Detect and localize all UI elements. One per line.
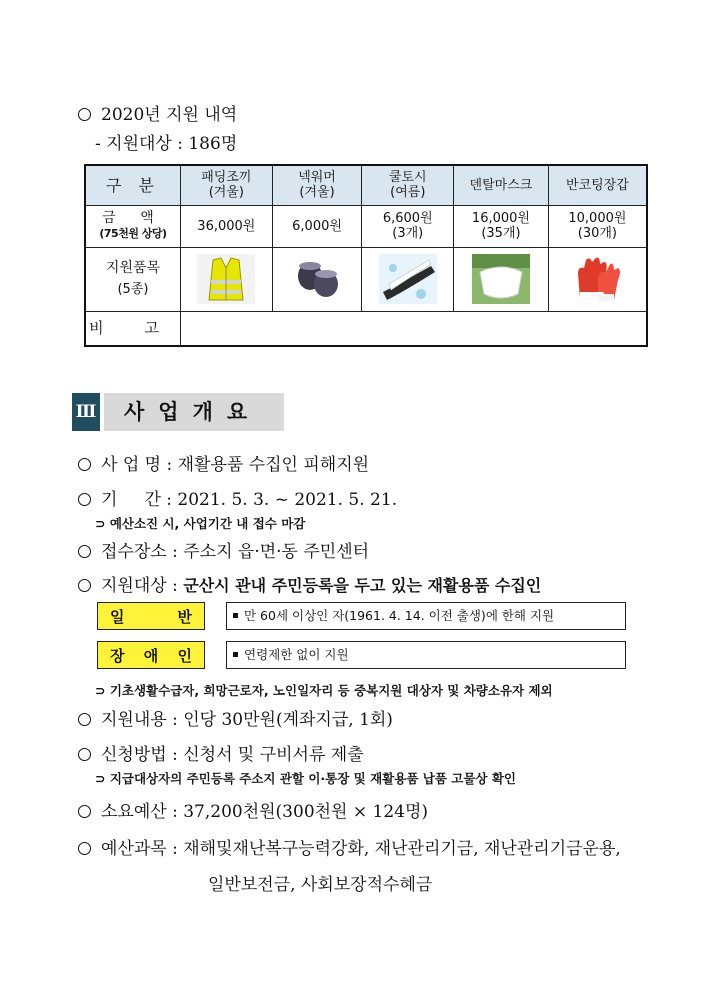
header-cell: 쿨토시 (여름) <box>362 165 454 205</box>
section-number: Ⅲ <box>72 393 100 431</box>
overview-budget-items-2: 일반보전금, 사회보장적수혜금 <box>208 875 433 895</box>
bullet-circle-icon <box>78 545 91 558</box>
overview-budget: 소요예산 : 37,200천원(300천원 × 124명) <box>78 797 428 822</box>
overview-period: 기 간 : 2021. 5. 3. ~ 2021. 5. 21. <box>78 485 397 510</box>
items-label: 지원품목 <box>105 260 161 276</box>
arm-sleeve-image-cell <box>362 247 454 311</box>
vest-image-cell <box>180 247 272 311</box>
amount-sub-label: (75천원 상당) <box>99 227 167 240</box>
square-bullet-icon <box>233 613 238 618</box>
general-tag: 일 반 <box>97 602 205 630</box>
bullet-circle-icon <box>78 493 91 506</box>
disabled-description: 연령제한 없이 지원 <box>226 641 626 669</box>
glove-image-cell <box>548 247 647 311</box>
amount-label-cell <box>85 205 180 247</box>
overview-target: 지원대상 : 군산시 관내 주민등록을 두고 있는 재활용품 수집인 <box>78 571 541 596</box>
vest-image <box>197 254 255 304</box>
header-cell: 구 분 <box>85 165 180 205</box>
header-cell: 넥워머 (겨울) <box>272 165 362 205</box>
overview-budget-items: 예산과목 : 재해및재난복구능력강화, 재난관리기금, 재난관리기금운용, <box>78 834 621 859</box>
header-cell: 덴탈마스크 <box>454 165 549 205</box>
bullet-circle-icon <box>78 108 91 121</box>
overview-place: 접수장소 : 주소지 읍·면·동 주민센터 <box>78 537 369 562</box>
remark-row <box>85 311 647 346</box>
amount-cell: 10,000원 (30개) <box>548 205 647 247</box>
amount-cell: 6,600원 (3개) <box>362 205 454 247</box>
arm-sleeve-image <box>379 254 437 304</box>
amount-row <box>85 205 647 247</box>
general-description: 만 60세 이상인 자(1961. 4. 14. 이전 출생)에 한해 지원 <box>226 602 626 630</box>
items-sub-label: (5종) <box>117 282 149 297</box>
overview-method: 신청방법 : 신청서 및 구비서류 제출 <box>78 740 364 765</box>
bullet-circle-icon <box>78 805 91 818</box>
bullet-circle-icon <box>78 579 91 592</box>
items-label-cell <box>85 247 180 311</box>
bullet-circle-icon <box>78 713 91 726</box>
remark-cell <box>180 311 647 346</box>
mask-image-cell <box>454 247 549 311</box>
bullet-circle-icon <box>78 458 91 471</box>
amount-cell: 36,000원 <box>180 205 272 247</box>
overview-name: 사 업 명 : 재활용품 수집인 피해지원 <box>78 450 369 475</box>
glove-image <box>568 254 626 304</box>
remark-label: 비 고 <box>85 311 180 346</box>
method-note: ⊃ 지급대상자의 주민등록 주소지 관할 이·통장 및 재활용품 납품 고물상 확인 <box>95 771 516 786</box>
exclusion-note: ⊃ 기초생활수급자, 희망근로자, 노인일자리 등 중복지원 대상자 및 차량소유자 제외 <box>95 683 553 698</box>
bullet-circle-icon <box>78 842 91 855</box>
history-target: - 지원대상 : 186명 <box>95 134 238 154</box>
history-heading: 2020년 지원 내역 <box>78 100 237 125</box>
amount-cell: 16,000원 (35개) <box>454 205 549 247</box>
amount-label: 금 액 <box>102 210 164 226</box>
mask-image <box>472 254 530 304</box>
table-header-row <box>85 165 647 205</box>
header-cell: 반코팅장갑 <box>548 165 647 205</box>
section-title: 사업개요 <box>104 393 284 431</box>
overview-content: 지원내용 : 인당 30만원(계좌지급, 1회) <box>78 705 393 730</box>
amount-cell: 6,000원 <box>272 205 362 247</box>
support-table <box>84 164 648 347</box>
neck-warmer-image-cell <box>272 247 362 311</box>
period-note: ⊃ 예산소진 시, 사업기간 내 접수 마감 <box>95 516 306 531</box>
items-row <box>85 247 647 311</box>
header-cell: 패딩조끼 (겨울) <box>180 165 272 205</box>
bullet-circle-icon <box>78 748 91 761</box>
disabled-tag: 장 애 인 <box>97 641 205 669</box>
neck-warmer-image <box>288 254 346 304</box>
square-bullet-icon <box>233 652 238 657</box>
